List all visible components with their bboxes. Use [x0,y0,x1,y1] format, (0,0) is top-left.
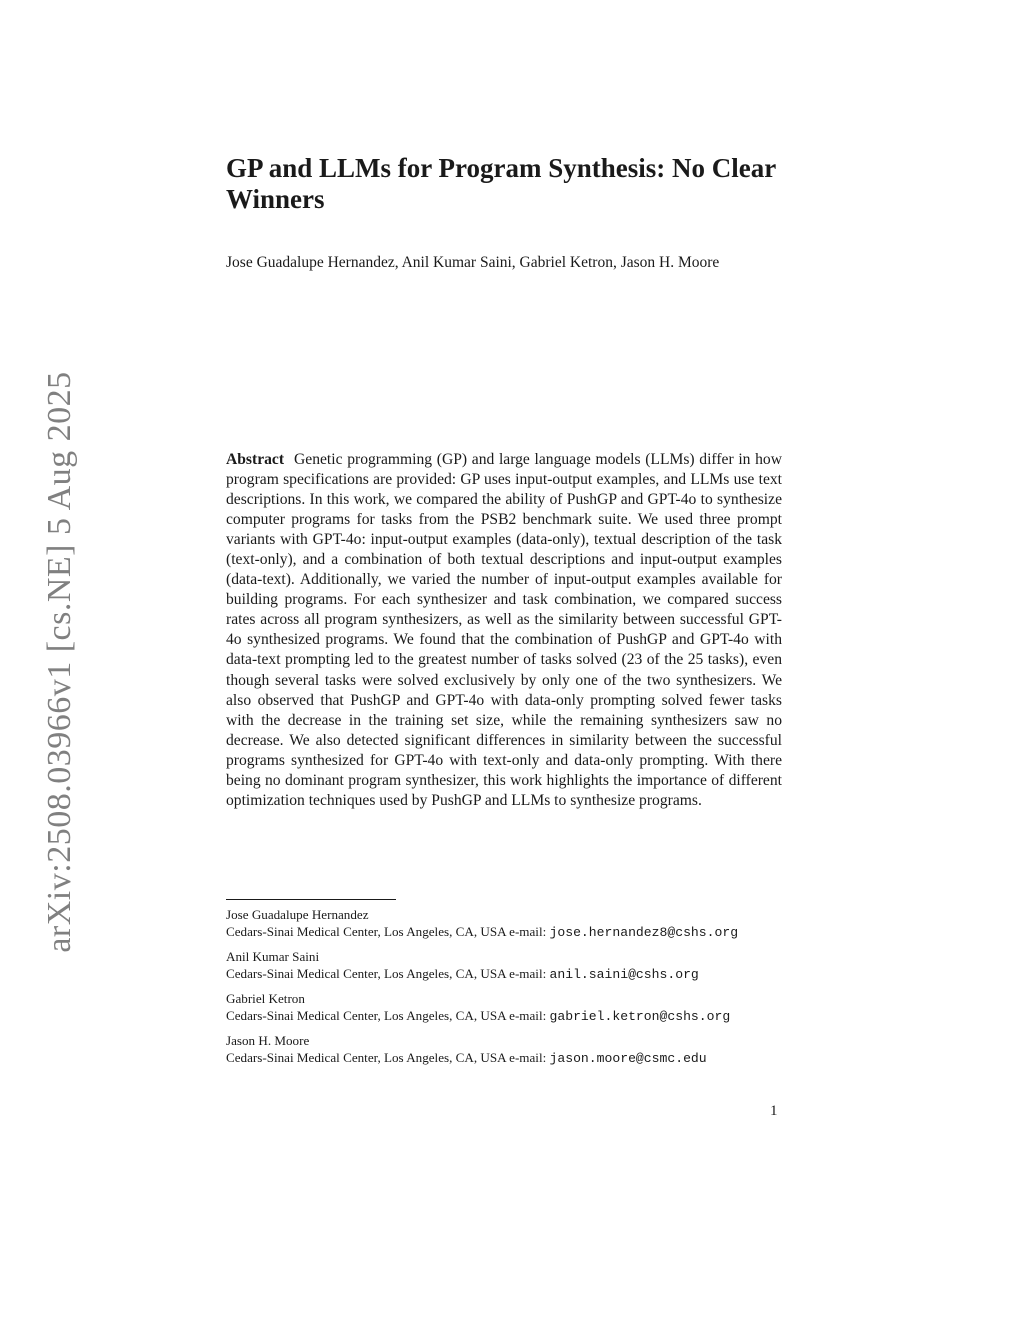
affiliation-details [226,1049,826,1067]
affiliation-institution: Cedars-Sinai Medical Center, Los Angeles, CA, USA e-mail: [226,966,547,981]
author-list: Jose Guadalupe Hernandez, Anil Kumar Saini, Gabriel Ketron, Jason H. Moore [226,254,720,271]
affiliation-author-name: Jose Guadalupe Hernandez [226,907,369,922]
arxiv-identifier-stamp: arXiv:2508.03966v1 [cs.NE] 5 Aug 2025 [41,371,78,953]
abstract [226,450,782,811]
page-number: 1 [770,1103,778,1119]
affiliation-author-name: Anil Kumar Saini [226,949,320,964]
affiliation-entry [226,948,826,990]
author-email[interactable]: anil.saini@cshs.org [549,967,699,982]
affiliation-details [226,1007,826,1025]
affiliation-author-name: Jason H. Moore [226,1033,310,1048]
affiliation-institution: Cedars-Sinai Medical Center, Los Angeles, CA, USA e-mail: [226,1008,547,1023]
abstract-text: Genetic programming (GP) and large language models (LLMs) differ in how program specifications are provided: GP uses input-output examples, and LLMs use text descriptions. In this work, we compared the ability of PushGP and GPT-4o to synthesize computer programs for tasks from the PSB2 benchmark suite. We used three prompt variants with GPT-4o: input-output examples (data-only), textual description of the task (text-only), and a combination of both textual descriptions and input-output examples (data-text). Additionally, we varied the number of input-output examples available for building programs. For each synthesizer and task combination, we compared success rates across all program synthesizers, as well as the similarity between successful GPT-4o synthesized programs. We found that the combination of PushGP and GPT-4o with data-text prompting led to the greatest number of tasks solved (23 of the 25 tasks), even though several tasks were solved exclusively by only one of the two synthesizers. We also observed that PushGP and GPT-4o with data-only prompting solved fewer tasks with the decrease in the training set size, while the remaining synthesizers saw no decrease. We also detected significant differences in similarity between the successful programs synthesized for GPT-4o with text-only and data-only prompting. With there being no dominant program synthesizer, this work highlights the importance of different optimization techniques used by PushGP and LLMs to synthesize programs. [226,451,782,809]
affiliation-institution: Cedars-Sinai Medical Center, Los Angeles, CA, USA e-mail: [226,1050,547,1065]
affiliation-entry [226,990,826,1032]
affiliation-entry [226,906,826,948]
author-email[interactable]: jason.moore@csmc.edu [549,1051,707,1066]
affiliation-details [226,965,826,983]
paper-title: GP and LLMs for Program Synthesis: No Clear Winners [226,153,776,214]
affiliation-institution: Cedars-Sinai Medical Center, Los Angeles, CA, USA e-mail: [226,924,547,939]
author-email[interactable]: gabriel.ketron@cshs.org [549,1009,731,1024]
author-email[interactable]: jose.hernandez8@cshs.org [549,925,739,940]
affiliation-author-name: Gabriel Ketron [226,991,305,1006]
affiliation-details [226,923,826,941]
abstract-heading: Abstract [226,451,285,468]
affiliation-entry [226,1032,826,1074]
footnote-divider [226,899,396,900]
author-affiliations [226,906,826,1074]
